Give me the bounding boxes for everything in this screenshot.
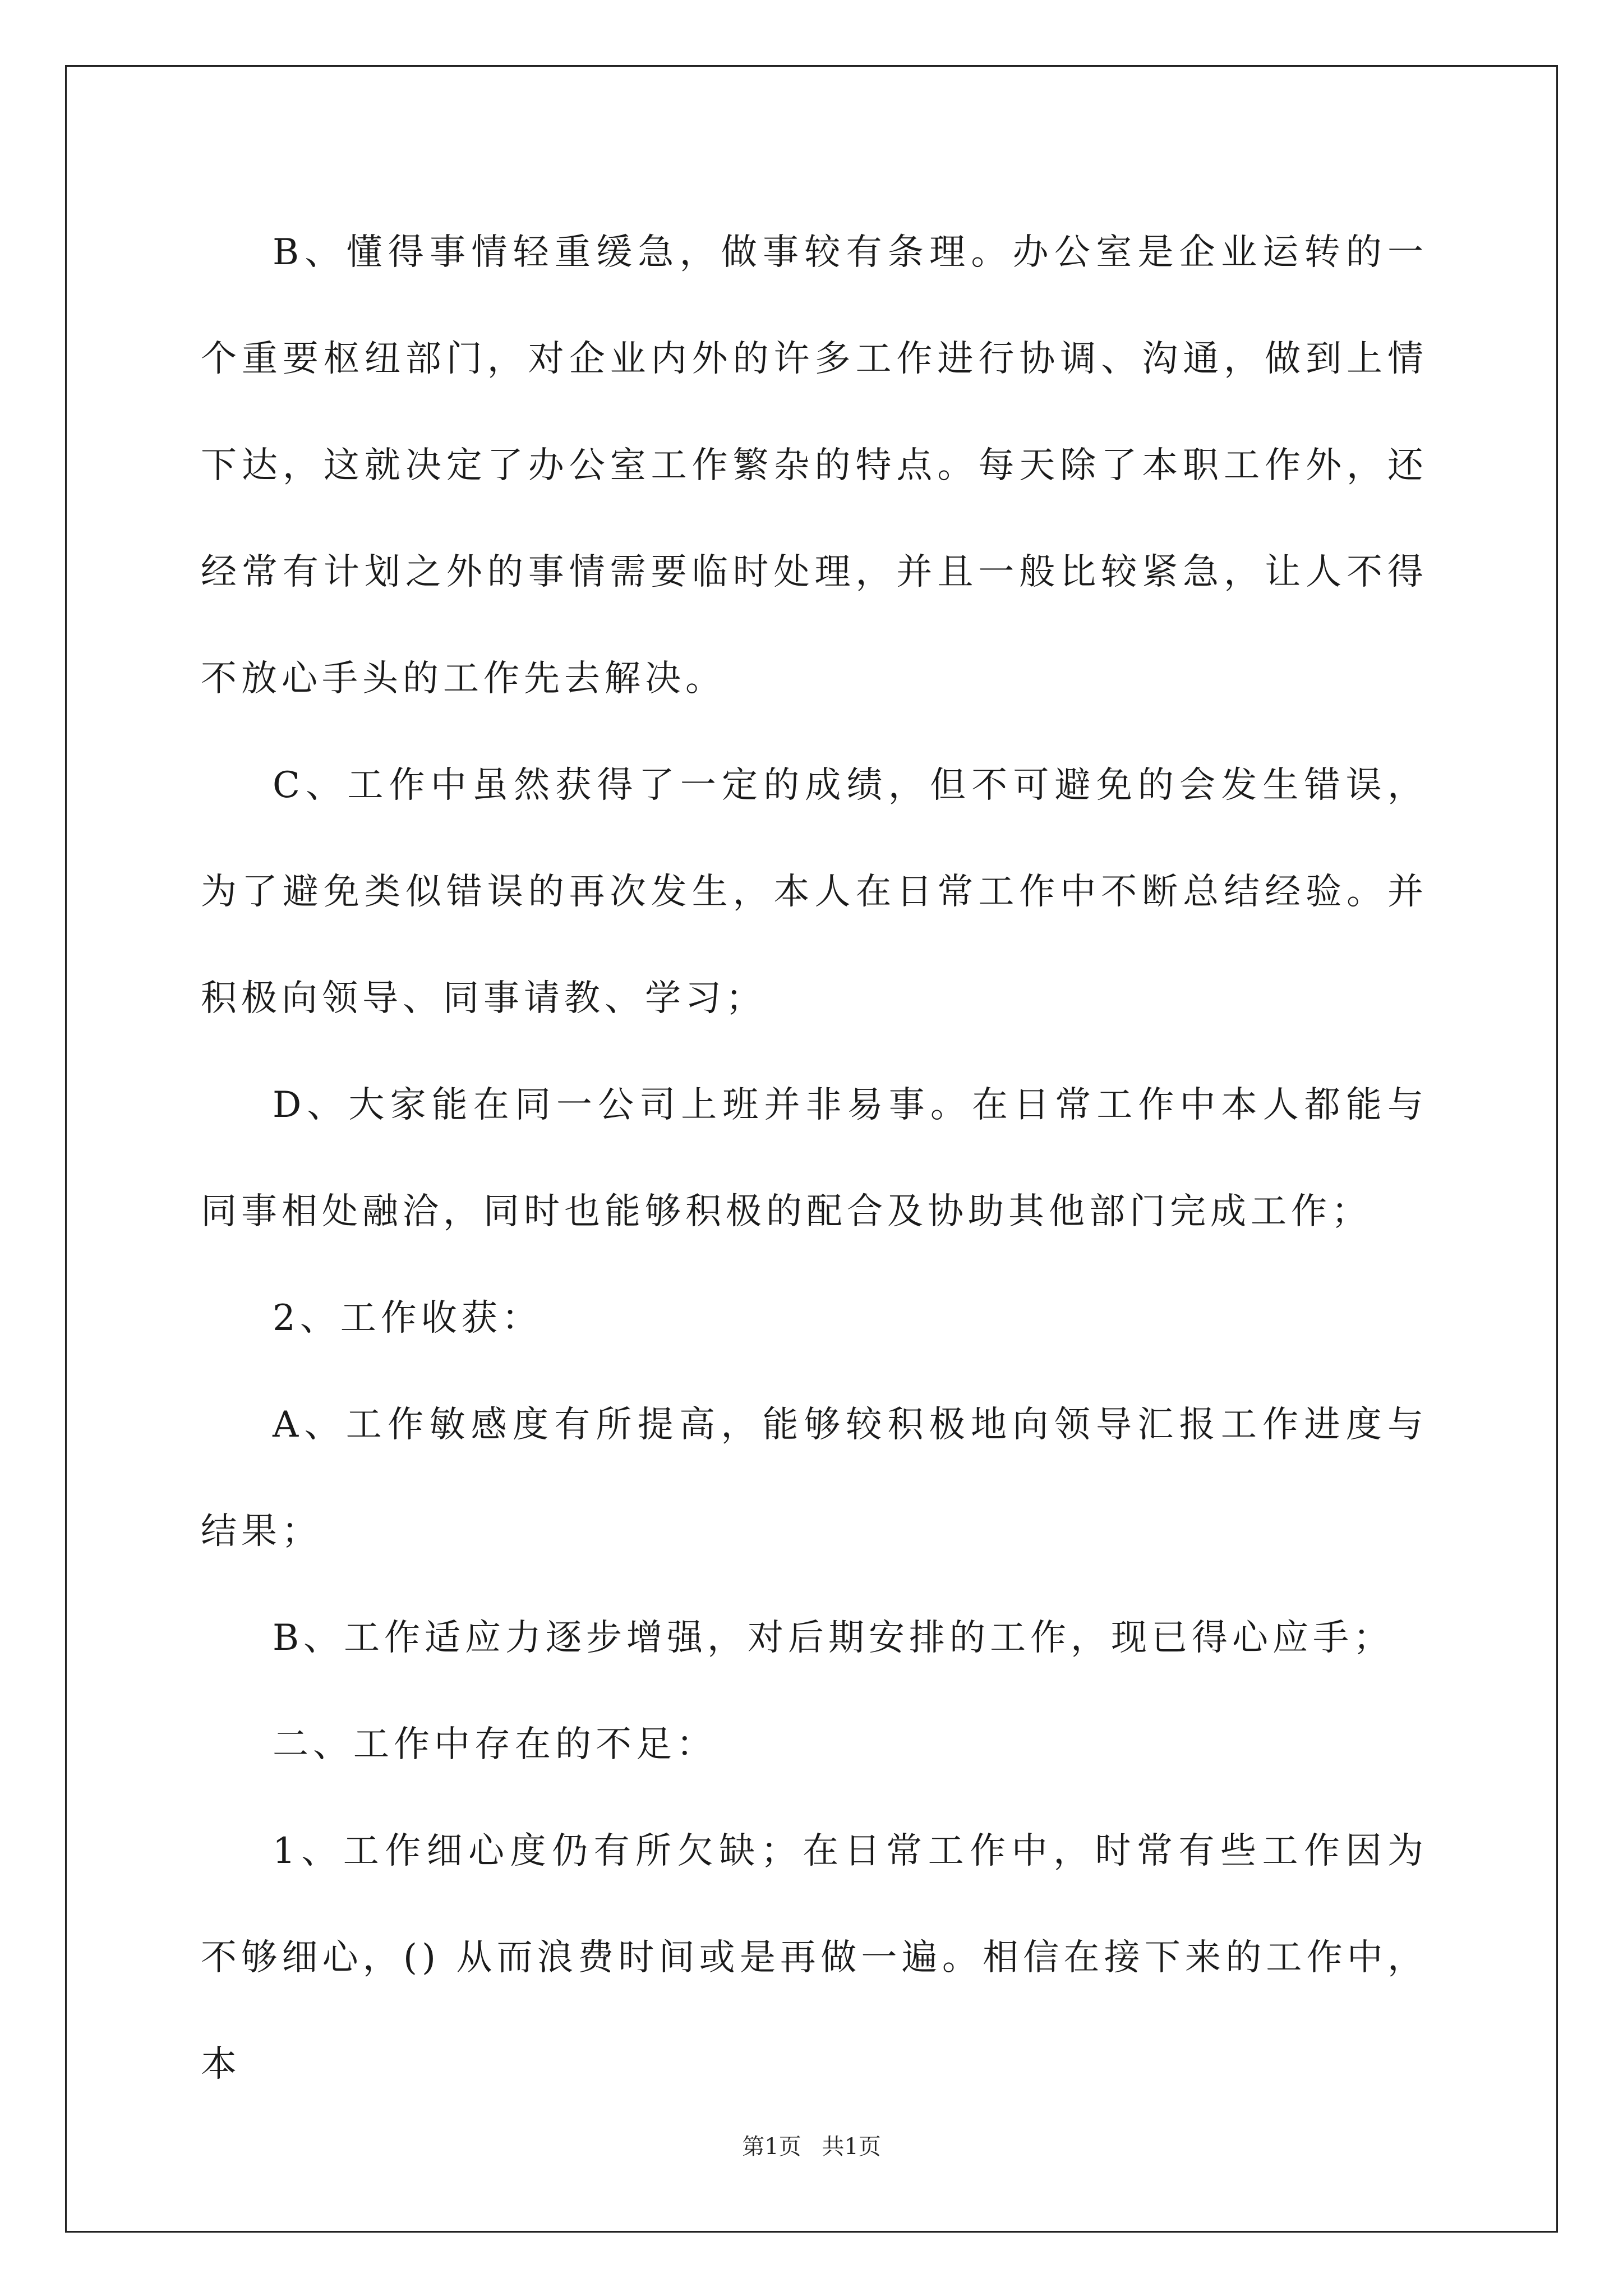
page-footer: [0, 2133, 1623, 2161]
paragraph: A、工作敏感度有所提高，能够较积极地向领导汇报工作进度与结果；: [201, 1404, 1428, 1552]
page-number-current: 第1页: [742, 2134, 801, 2160]
paragraph: 二、工作中存在的不足：: [273, 1724, 717, 1765]
document-body: [201, 199, 1428, 2118]
page-number-total: 共1页: [822, 2134, 881, 2160]
paragraph: D、大家能在同一公司上班并非易事。在日常工作中本人都能与同事相处融洽，同时也能够积极的配合及协助其他部门完成工作；: [201, 1084, 1428, 1232]
paragraph: B、工作适应力逐步增强，对后期安排的工作，现已得心应手；: [273, 1617, 1394, 1659]
paragraph: C、工作中虽然获得了一定的成绩，但不可避免的会发生错误，为了避免类似错误的再次发生，本人在日常工作中不断总结经验。并积极向领导、同事请教、学习；: [201, 765, 1428, 1019]
paragraph: 1、工作细心度仍有所欠缺；在日常工作中，时常有些工作因为不够细心，() 从而浪费时间或是再做一遍。相信在接下来的工作中，本: [201, 1830, 1428, 2085]
paragraph: 2、工作收获：: [273, 1297, 542, 1339]
paragraph: B、懂得事情轻重缓急，做事较有条理。办公室是企业运转的一个重要枢纽部门，对企业内外的许多工作进行协调、沟通，做到上情下达，这就决定了办公室工作繁杂的特点。每天除了本职工作外，还经常有计划之外的事情需要临时处理，并且一般比较紧急，让人不得不放心手头的工作先去解决。: [201, 232, 1428, 700]
